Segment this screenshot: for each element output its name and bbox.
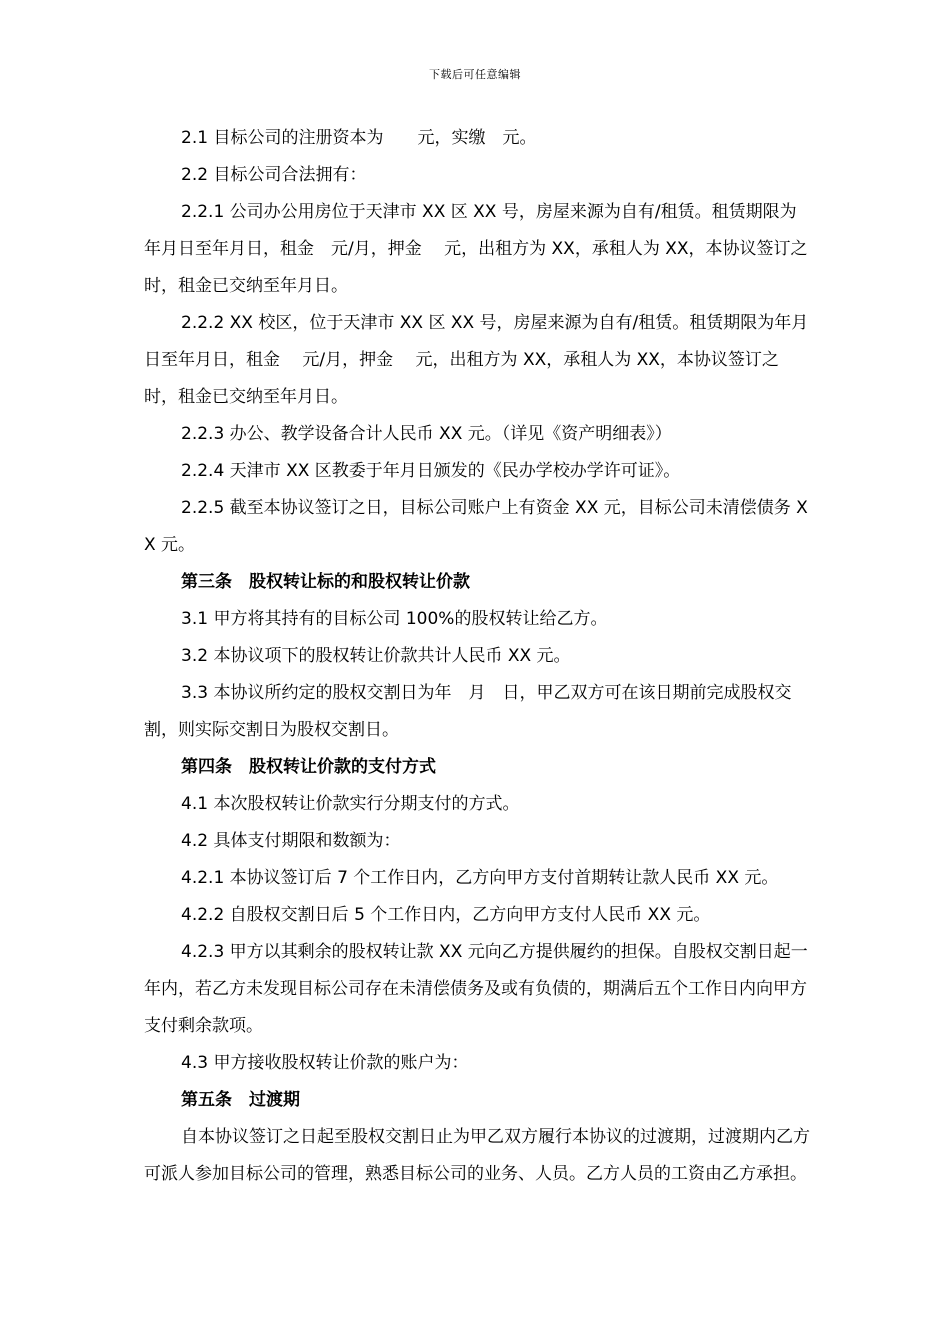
clause-4-2-2: 4.2.2 自股权交割日后 5 个工作日内，乙方向甲方支付人民币 XX 元。 (181, 905, 711, 925)
clause-2-1: 2.1 目标公司的注册资本为 元，实缴 元。 (181, 128, 537, 148)
clause-4-2-3: 4.2.3 甲方以其剩余的股权转让款 XX 元向乙方提供履约的担保。自股权交割日起一年内，若乙方未发现目标公司存在未清偿债务及或有负债的，期满后五个工作日内向甲方支付剩余款项。 (144, 942, 808, 1036)
clause-4-3: 4.3 甲方接收股权转让价款的账户为： (181, 1053, 469, 1073)
clause-2-2: 2.2 目标公司合法拥有： (181, 165, 367, 185)
clause-4-2-1: 4.2.1 本协议签订后 7 个工作日内，乙方向甲方支付首期转让款人民币 XX 元。 (181, 868, 779, 888)
clause-4-2: 4.2 具体支付期限和数额为： (181, 831, 401, 851)
article-5-body: 自本协议签订之日起至股权交割日止为甲乙双方履行本协议的过渡期，过渡期内乙方可派人参加目标公司的管理，熟悉目标公司的业务、人员。乙方人员的工资由乙方承担。 (144, 1127, 810, 1184)
clause-2-2-2: 2.2.2 XX 校区，位于天津市 XX 区 XX 号，房屋来源为自有/租赁。租赁期限为年月日至年月日，租金 元/月，押金 元，出租方为 XX，承租人为 XX，本协议签订之时，租金已交纳至年月日。 (144, 313, 809, 407)
article-4-heading: 第四条 股权转让价款的支付方式 (181, 757, 436, 777)
article-5-heading: 第五条 过渡期 (181, 1090, 300, 1110)
clause-2-2-3: 2.2.3 办公、教学设备合计人民币 XX 元。（详见《资产明细表》） (181, 424, 672, 444)
document-body (144, 120, 810, 1193)
article-3-heading: 第三条 股权转让标的和股权转让价款 (181, 572, 470, 592)
clause-2-2-5: 2.2.5 截至本协议签订之日，目标公司账户上有资金 XX 元，目标公司未清偿债务 XX 元。 (144, 498, 808, 555)
page-header: 下载后可任意编辑 (429, 68, 521, 81)
clause-3-3: 3.3 本协议所约定的股权交割日为年 月 日，甲乙双方可在该日期前完成股权交割，则实际交割日为股权交割日。 (144, 683, 792, 740)
clause-3-2: 3.2 本协议项下的股权转让价款共计人民币 XX 元。 (181, 646, 571, 666)
clause-3-1: 3.1 甲方将其持有的目标公司 100%的股权转让给乙方。 (181, 609, 608, 629)
clause-4-1: 4.1 本次股权转让价款实行分期支付的方式。 (181, 794, 520, 814)
clause-2-2-4: 2.2.4 天津市 XX 区教委于年月日颁发的《民办学校办学许可证》。 (181, 461, 681, 481)
clause-2-2-1: 2.2.1 公司办公用房位于天津市 XX 区 XX 号，房屋来源为自有/租赁。租赁期限为年月日至年月日，租金 元/月，押金 元，出租方为 XX，承租人为 XX，本协议签订之时，租金已交纳至年月日。 (144, 202, 808, 296)
